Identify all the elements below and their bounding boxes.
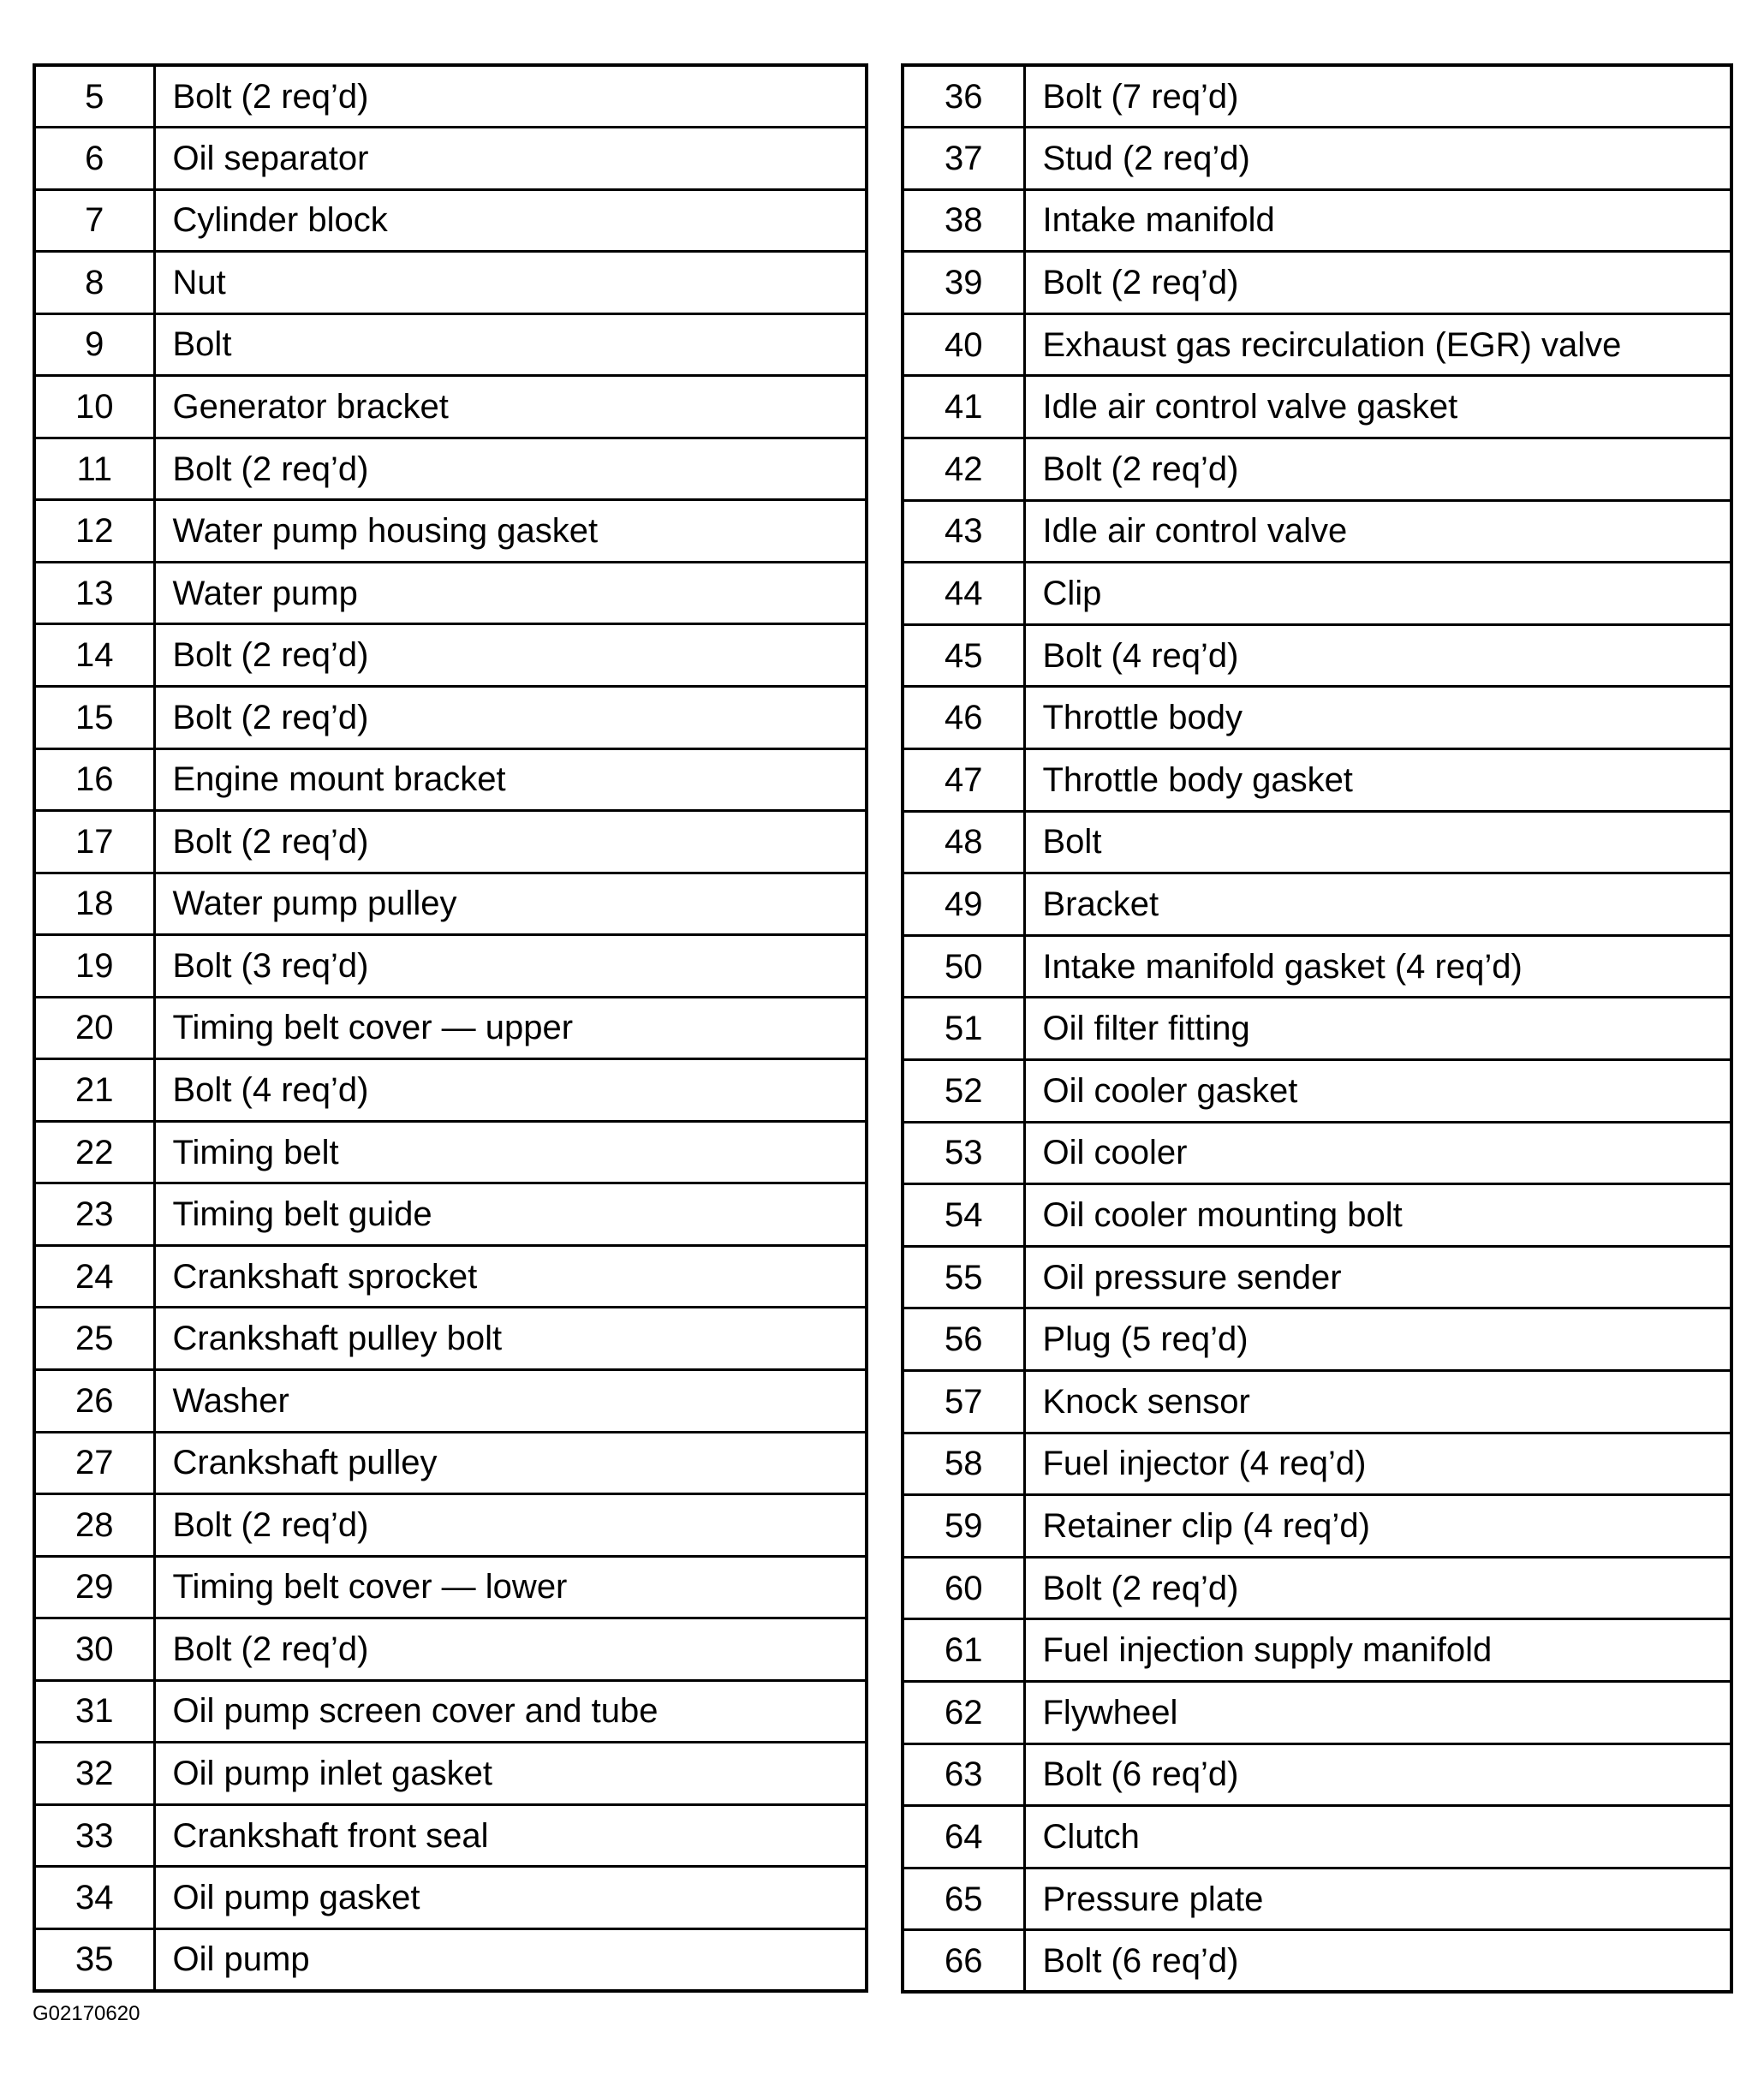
table-row (903, 252, 1731, 314)
part-description: Bolt (3 req’d) (154, 935, 867, 998)
part-number: 56 (903, 1308, 1024, 1371)
table-row (34, 1369, 867, 1432)
table-row (903, 65, 1731, 128)
part-description: Bolt (2 req’d) (154, 811, 867, 873)
part-description: Oil separator (154, 128, 867, 190)
part-number: 49 (903, 873, 1024, 936)
part-description: Nut (154, 252, 867, 314)
table-row (34, 65, 867, 128)
part-number: 28 (34, 1494, 154, 1557)
table-row (903, 376, 1731, 438)
part-description: Oil cooler mounting bolt (1024, 1184, 1731, 1247)
part-description: Fuel injector (4 req’d) (1024, 1433, 1731, 1495)
table-row (34, 1245, 867, 1308)
table-row (903, 624, 1731, 687)
part-number: 31 (34, 1680, 154, 1743)
part-description: Oil filter fitting (1024, 998, 1731, 1060)
part-number: 65 (903, 1868, 1024, 1930)
part-description: Oil pump screen cover and tube (154, 1680, 867, 1743)
part-description: Generator bracket (154, 376, 867, 438)
part-description: Idle air control valve gasket (1024, 376, 1731, 438)
part-number: 16 (34, 748, 154, 811)
part-number: 5 (34, 65, 154, 128)
table-row (34, 1059, 867, 1122)
part-description: Knock sensor (1024, 1370, 1731, 1433)
table-row (34, 1556, 867, 1618)
part-number: 11 (34, 438, 154, 500)
table-row (34, 500, 867, 563)
parts-table-left (33, 63, 868, 1993)
table-row (34, 189, 867, 252)
part-number: 22 (34, 1121, 154, 1183)
table-row (34, 438, 867, 500)
part-description: Bolt (6 req’d) (1024, 1743, 1731, 1806)
part-description: Water pump pulley (154, 873, 867, 935)
part-description: Throttle body gasket (1024, 749, 1731, 812)
part-number: 55 (903, 1246, 1024, 1308)
table-row (903, 1308, 1731, 1371)
part-description: Water pump (154, 562, 867, 624)
table-row (903, 1246, 1731, 1308)
table-row (903, 1370, 1731, 1433)
table-row (903, 1557, 1731, 1619)
table-row (903, 1743, 1731, 1806)
part-number: 38 (903, 189, 1024, 252)
part-number: 13 (34, 562, 154, 624)
part-number: 59 (903, 1495, 1024, 1558)
part-number: 15 (34, 686, 154, 748)
part-description: Water pump housing gasket (154, 500, 867, 563)
table-row (34, 997, 867, 1059)
part-description: Intake manifold gasket (4 req’d) (1024, 935, 1731, 998)
table-row (34, 562, 867, 624)
table-row (34, 1432, 867, 1494)
table-row (903, 313, 1731, 376)
table-row (903, 1122, 1731, 1184)
table-row (34, 1183, 867, 1246)
part-description: Oil pressure sender (1024, 1246, 1731, 1308)
parts-table-right (901, 63, 1733, 1994)
table-row (903, 1619, 1731, 1682)
part-number: 24 (34, 1245, 154, 1308)
table-row (34, 1928, 867, 1991)
part-description: Timing belt cover — lower (154, 1556, 867, 1618)
part-number: 37 (903, 128, 1024, 190)
part-description: Washer (154, 1369, 867, 1432)
part-description: Bolt (7 req’d) (1024, 65, 1731, 128)
part-description: Clip (1024, 563, 1731, 625)
table-row (34, 935, 867, 998)
part-description: Bolt (6 req’d) (1024, 1930, 1731, 1993)
part-number: 64 (903, 1806, 1024, 1868)
part-number: 12 (34, 500, 154, 563)
table-row (903, 189, 1731, 252)
table-row (903, 128, 1731, 190)
table-row (34, 128, 867, 190)
table-row (903, 1681, 1731, 1743)
part-description: Cylinder block (154, 189, 867, 252)
part-number: 53 (903, 1122, 1024, 1184)
table-row (903, 1930, 1731, 1993)
part-number: 19 (34, 935, 154, 998)
part-number: 45 (903, 624, 1024, 687)
part-number: 26 (34, 1369, 154, 1432)
part-number: 61 (903, 1619, 1024, 1682)
part-description: Oil pump (154, 1928, 867, 1991)
table-row (903, 687, 1731, 749)
part-number: 21 (34, 1059, 154, 1122)
part-description: Bolt (2 req’d) (154, 65, 867, 128)
part-number: 54 (903, 1184, 1024, 1247)
part-description: Retainer clip (4 req’d) (1024, 1495, 1731, 1558)
table-row (34, 376, 867, 438)
part-description: Bolt (2 req’d) (1024, 438, 1731, 501)
table-row (903, 1495, 1731, 1558)
part-description: Engine mount bracket (154, 748, 867, 811)
table-row (34, 1680, 867, 1743)
part-description: Bolt (2 req’d) (1024, 1557, 1731, 1619)
part-description: Bracket (1024, 873, 1731, 936)
part-number: 27 (34, 1432, 154, 1494)
part-description: Bolt (2 req’d) (154, 1494, 867, 1557)
table-row (903, 563, 1731, 625)
part-number: 29 (34, 1556, 154, 1618)
part-number: 20 (34, 997, 154, 1059)
part-number: 51 (903, 998, 1024, 1060)
part-description: Idle air control valve (1024, 500, 1731, 563)
table-row (903, 998, 1731, 1060)
part-number: 18 (34, 873, 154, 935)
part-description: Crankshaft pulley (154, 1432, 867, 1494)
part-description: Oil pump inlet gasket (154, 1743, 867, 1805)
part-number: 23 (34, 1183, 154, 1246)
table-row (34, 748, 867, 811)
part-number: 66 (903, 1930, 1024, 1993)
part-number: 34 (34, 1867, 154, 1929)
part-description: Bolt (2 req’d) (154, 1618, 867, 1681)
part-number: 41 (903, 376, 1024, 438)
part-description: Plug (5 req’d) (1024, 1308, 1731, 1371)
part-number: 62 (903, 1681, 1024, 1743)
part-number: 32 (34, 1743, 154, 1805)
part-description: Bolt (2 req’d) (154, 438, 867, 500)
table-row (34, 873, 867, 935)
table-row (903, 873, 1731, 936)
table-row (34, 1867, 867, 1929)
figure-code: G02170620 (33, 2002, 140, 2025)
table-row (34, 313, 867, 376)
part-number: 63 (903, 1743, 1024, 1806)
part-number: 8 (34, 252, 154, 314)
parts-table-right-body (903, 65, 1731, 1992)
part-description: Bolt (2 req’d) (154, 624, 867, 687)
part-description: Bolt (2 req’d) (1024, 252, 1731, 314)
part-number: 35 (34, 1928, 154, 1991)
part-number: 33 (34, 1804, 154, 1867)
parts-table-left-body (34, 65, 867, 1991)
part-description: Timing belt guide (154, 1183, 867, 1246)
part-number: 42 (903, 438, 1024, 501)
table-row (903, 749, 1731, 812)
part-description: Crankshaft sprocket (154, 1245, 867, 1308)
table-row (903, 1868, 1731, 1930)
table-row (903, 438, 1731, 501)
part-number: 9 (34, 313, 154, 376)
part-description: Bolt (4 req’d) (1024, 624, 1731, 687)
part-description: Oil pump gasket (154, 1867, 867, 1929)
part-number: 48 (903, 811, 1024, 873)
table-row (34, 1743, 867, 1805)
part-description: Stud (2 req’d) (1024, 128, 1731, 190)
part-description: Oil cooler gasket (1024, 1060, 1731, 1123)
part-description: Bolt (1024, 811, 1731, 873)
part-number: 36 (903, 65, 1024, 128)
part-number: 7 (34, 189, 154, 252)
part-description: Pressure plate (1024, 1868, 1731, 1930)
part-description: Throttle body (1024, 687, 1731, 749)
part-description: Timing belt (154, 1121, 867, 1183)
part-number: 60 (903, 1557, 1024, 1619)
part-description: Clutch (1024, 1806, 1731, 1868)
part-description: Bolt (2 req’d) (154, 686, 867, 748)
part-description: Flywheel (1024, 1681, 1731, 1743)
part-number: 17 (34, 811, 154, 873)
part-number: 46 (903, 687, 1024, 749)
part-description: Fuel injection supply manifold (1024, 1619, 1731, 1682)
table-row (903, 811, 1731, 873)
table-row (34, 686, 867, 748)
table-row (34, 811, 867, 873)
table-row (34, 1308, 867, 1370)
part-description: Timing belt cover — upper (154, 997, 867, 1059)
part-number: 50 (903, 935, 1024, 998)
part-number: 10 (34, 376, 154, 438)
part-number: 43 (903, 500, 1024, 563)
part-description: Exhaust gas recirculation (EGR) valve (1024, 313, 1731, 376)
table-row (903, 1060, 1731, 1123)
table-row (903, 1184, 1731, 1247)
part-number: 30 (34, 1618, 154, 1681)
table-row (34, 1804, 867, 1867)
table-row (903, 500, 1731, 563)
table-row (34, 252, 867, 314)
table-row (34, 1618, 867, 1681)
part-description: Intake manifold (1024, 189, 1731, 252)
table-row (903, 1806, 1731, 1868)
part-number: 39 (903, 252, 1024, 314)
part-number: 57 (903, 1370, 1024, 1433)
part-number: 52 (903, 1060, 1024, 1123)
part-number: 40 (903, 313, 1024, 376)
part-number: 25 (34, 1308, 154, 1370)
table-row (34, 1494, 867, 1557)
table-row (903, 1433, 1731, 1495)
part-number: 58 (903, 1433, 1024, 1495)
part-description: Crankshaft front seal (154, 1804, 867, 1867)
part-description: Oil cooler (1024, 1122, 1731, 1184)
table-row (903, 935, 1731, 998)
part-number: 6 (34, 128, 154, 190)
part-number: 47 (903, 749, 1024, 812)
table-row (34, 1121, 867, 1183)
part-number: 14 (34, 624, 154, 687)
part-description: Bolt (4 req’d) (154, 1059, 867, 1122)
part-description: Bolt (154, 313, 867, 376)
part-description: Crankshaft pulley bolt (154, 1308, 867, 1370)
table-row (34, 624, 867, 687)
part-number: 44 (903, 563, 1024, 625)
